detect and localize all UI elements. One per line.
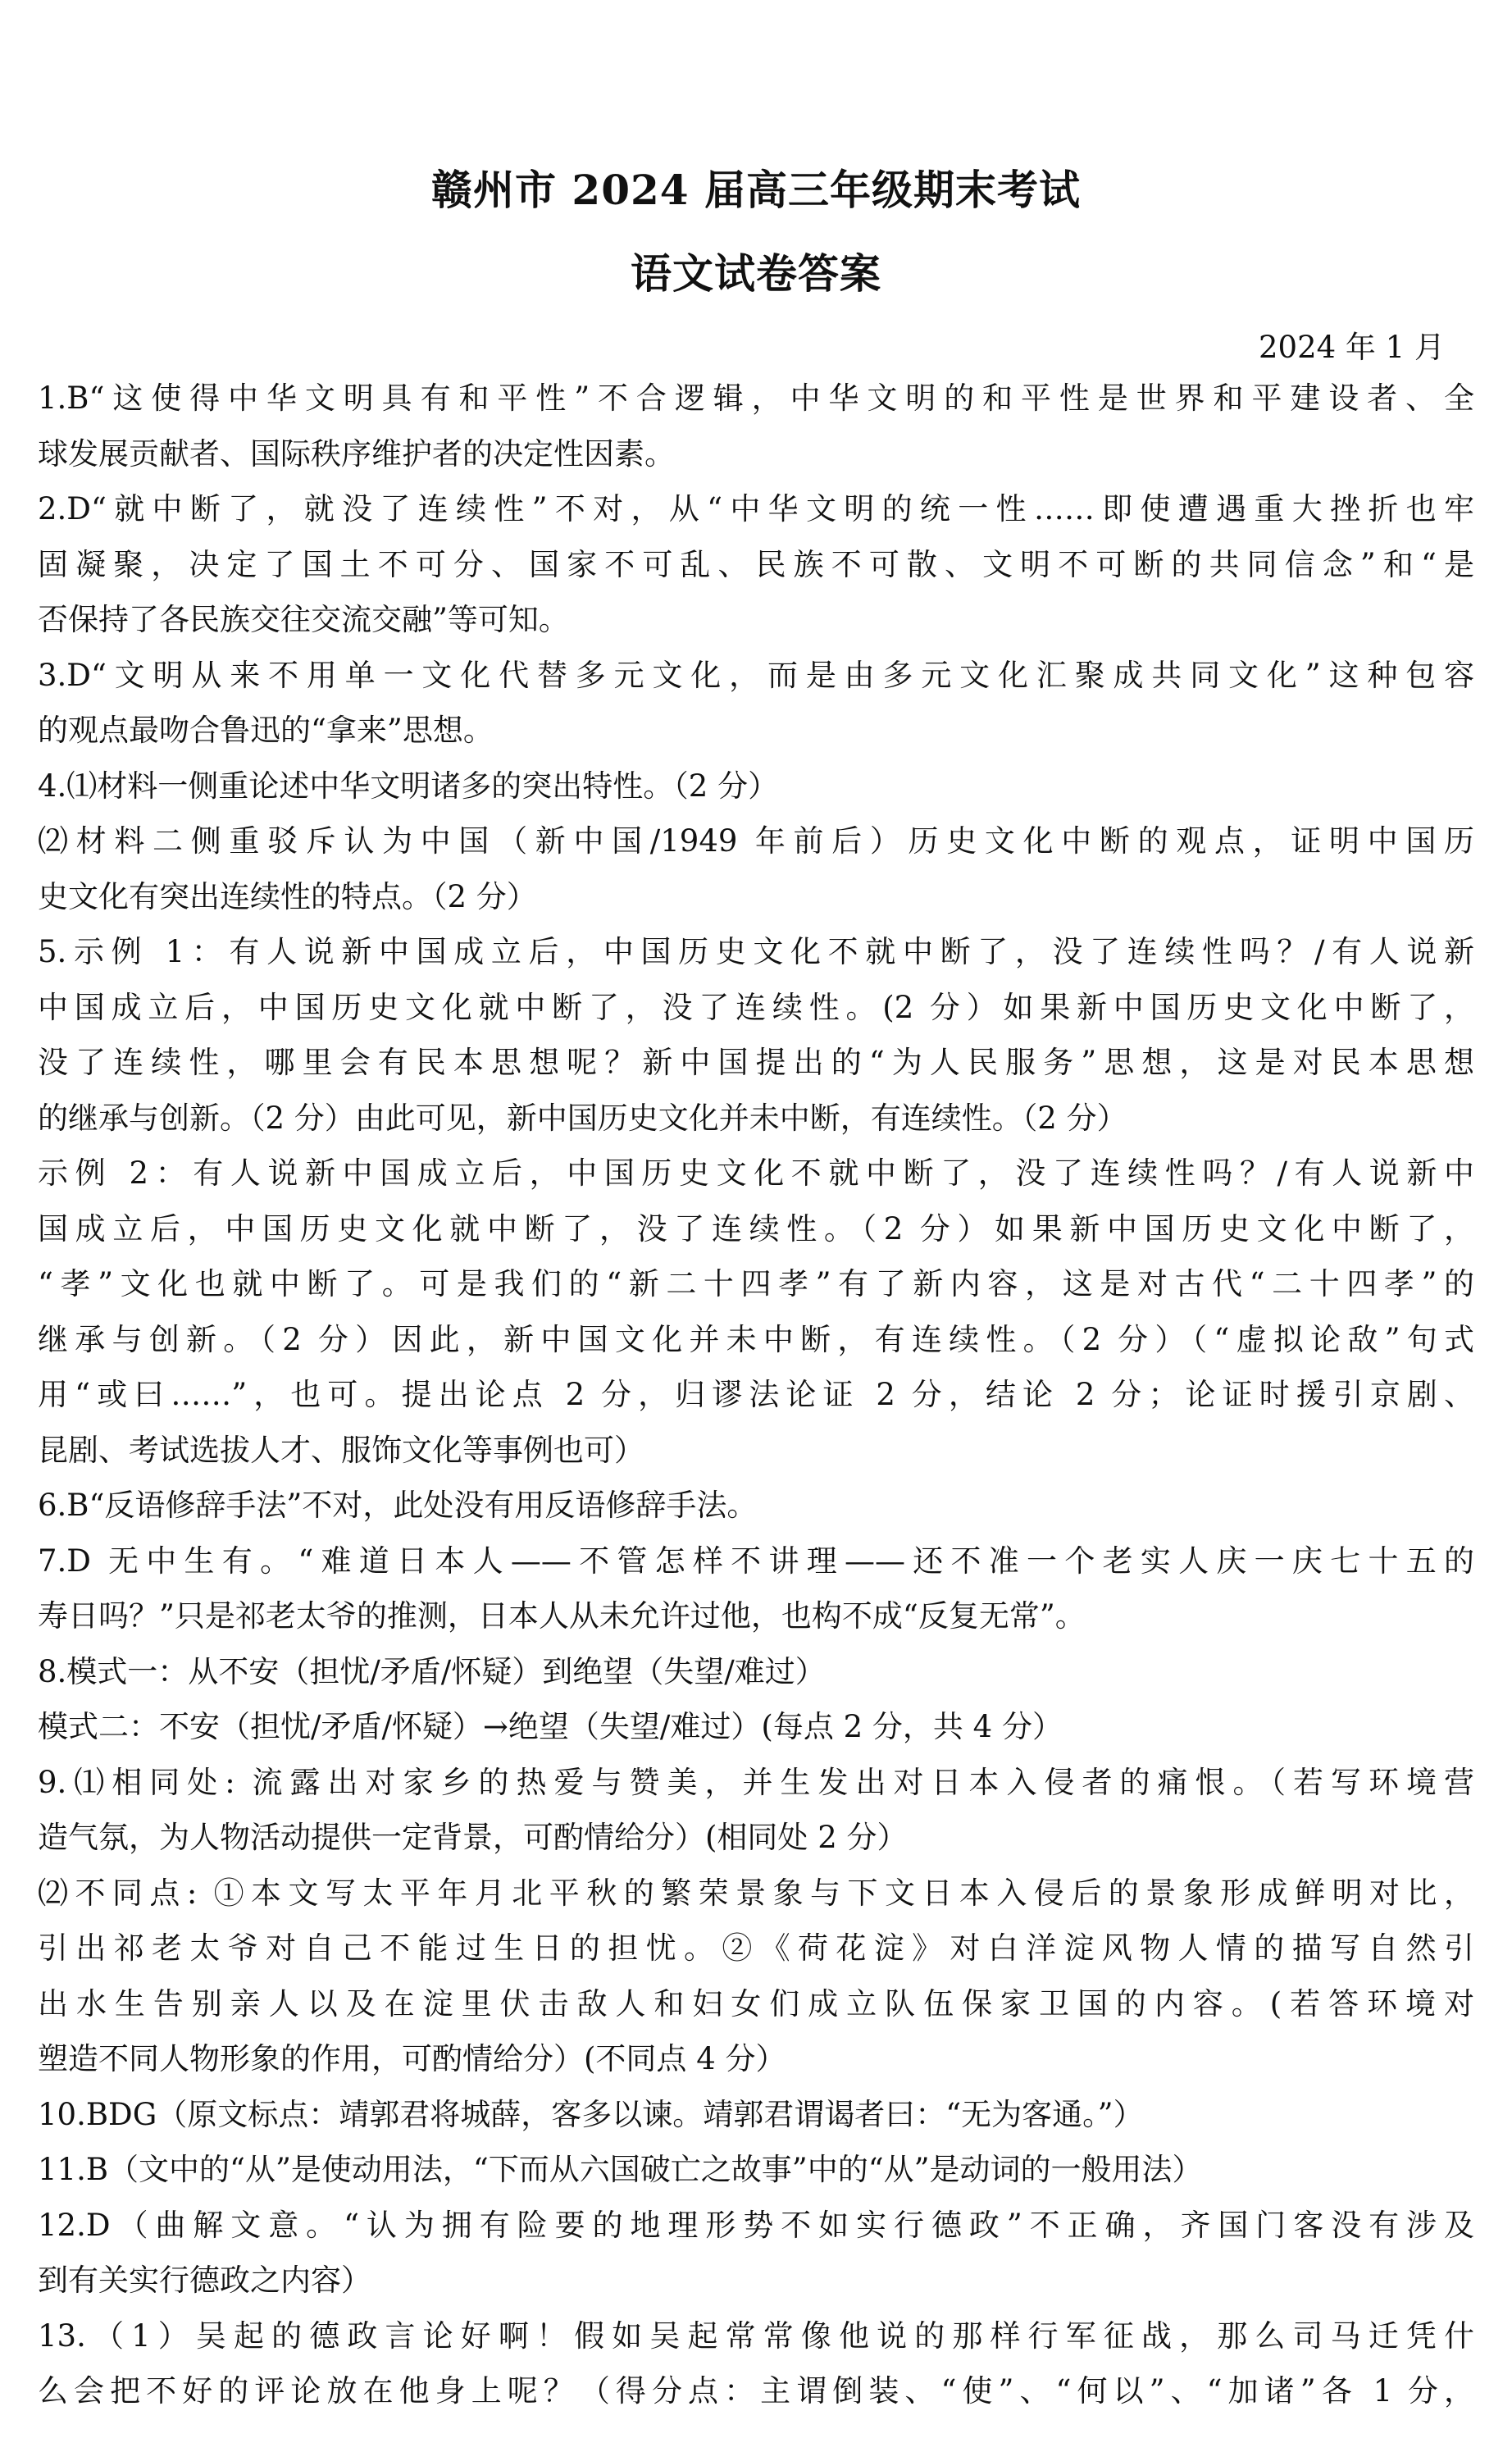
answer-line: 么会把不好的评论放在他身上呢？（得分点：主谓倒装、“使”、“何以”、“加诸”各 1 分， bbox=[38, 2373, 1474, 2409]
answer-line: ⑵材料二侧重驳斥认为中国（新中国/1949 年前后）历史文化中断的观点，证明中国历 bbox=[38, 823, 1474, 859]
answer-line: 昆剧、考试选拔人才、服饰文化等事例也可） bbox=[38, 1432, 644, 1468]
answer-line: 13.（1）吴起的德政言论好啊！假如吴起常常像他说的那样行军征战，那么司马迁凭什 bbox=[38, 2318, 1474, 2354]
answer-line: 固凝聚，决定了国土不可分、国家不可乱、民族不可散、文明不可断的共同信念”和“是 bbox=[38, 546, 1474, 582]
answer-line: 寿日吗？”只是祁老太爷的推测，日本人从未允许过他，也构不成“反复无常”。 bbox=[38, 1598, 1086, 1634]
answer-line: 否保持了各民族交往交流交融”等可知。 bbox=[38, 602, 569, 637]
answer-line: 到有关实行德政之内容） bbox=[38, 2263, 371, 2298]
answer-line: 球发展贡献者、国际秩序维护者的决定性因素。 bbox=[38, 435, 675, 472]
answer-line: 4.⑴材料一侧重论述中华文明诸多的突出特性。（2 分） bbox=[38, 768, 779, 804]
answer-line: 中国成立后，中国历史文化就中断了，没了连续性。(2 分）如果新中国历史文化中断了， bbox=[38, 989, 1474, 1025]
answer-line: 示例 2：有人说新中国成立后，中国历史文化不就中断了，没了连续性吗？/有人说新中 bbox=[38, 1155, 1474, 1191]
answer-line: 2.D“就中断了，就没了连续性”不对，从“中华文明的统一性……即使遭遇重大挫折也牢 bbox=[38, 491, 1474, 526]
answer-line: 1.B“这使得中华文明具有和平性”不合逻辑，中华文明的和平性是世界和平建设者、全 bbox=[38, 381, 1474, 416]
answer-line: 10.BDG（原文标点：靖郭君将城薛，客多以谏。靖郭君谓谒者曰：“无为客通。”） bbox=[38, 2096, 1144, 2132]
answer-line: 用“或曰……”，也可。提出论点 2 分，归谬法论证 2 分，结论 2 分；论证时援引京剧、 bbox=[38, 1377, 1474, 1412]
exam-title: 赣州市 2024 届高三年级期末考试 bbox=[431, 166, 1081, 214]
answer-body bbox=[38, 371, 1474, 2419]
answer-line: 12.D（曲解文意。“认为拥有险要的地理形势不如实行德政”不正确，齐国门客没有涉及 bbox=[38, 2207, 1474, 2243]
answer-line: ⑵不同点: ①本文写太平年月北平秋的繁荣景象与下文日本入侵后的景象形成鲜明对比， bbox=[38, 1875, 1474, 1911]
answer-line: 6.B“反语修辞手法”不对，此处没有用反语修辞手法。 bbox=[38, 1488, 758, 1523]
answer-sheet-page bbox=[38, 164, 1474, 2419]
answer-line: 国成立后，中国历史文化就中断了，没了连续性。（2 分）如果新中国历史文化中断了， bbox=[38, 1210, 1474, 1247]
answer-line: 没了连续性，哪里会有民本思想呢？新中国提出的“为人民服务”思想，这是对民本思想 bbox=[38, 1045, 1474, 1080]
answer-line: 塑造不同人物形象的作用，可酌情给分）(不同点 4 分） bbox=[38, 2041, 786, 2076]
answer-line: 11.B（文中的“从”是使动用法，“下而从六国破亡之故事”中的“从”是动词的一般用法） bbox=[38, 2152, 1203, 2187]
answer-line: 模式二：不安（担忧/矛盾/怀疑）→绝望（失望/难过）(每点 2 分，共 4 分） bbox=[38, 1709, 1063, 1744]
answer-line: 的观点最吻合鲁迅的“拿来”思想。 bbox=[38, 713, 494, 748]
answer-line: 8.模式一：从不安（担忧/矛盾/怀疑）到绝望（失望/难过） bbox=[38, 1653, 826, 1689]
answer-line: 9.⑴相同处: 流露出对家乡的热爱与赞美，并生发出对日本入侵者的痛恨。（若写环境营 bbox=[38, 1764, 1474, 1800]
exam-date: 2024 年 1 月 bbox=[1259, 330, 1445, 365]
answer-line: 引出祁老太爷对自己不能过生日的担忧。②《荷花淀》对白洋淀风物人情的描写自然引 bbox=[38, 1930, 1474, 1966]
answer-line: “孝”文化也就中断了。可是我们的“新二十四孝”有了新内容，这是对古代“二十四孝”的 bbox=[38, 1266, 1474, 1301]
answer-line: 继承与创新。（2 分）因此，新中国文化并未中断，有连续性。（2 分）（“虚拟论敌”句式 bbox=[38, 1321, 1474, 1357]
answer-line: 出水生告别亲人以及在淀里伏击敌人和妇女们成立队伍保家卫国的内容。(若答环境对 bbox=[38, 1985, 1474, 2021]
answer-line: 史文化有突出连续性的特点。（2 分） bbox=[38, 878, 537, 914]
answer-line: 的继承与创新。（2 分）由此可见，新中国历史文化并未中断，有连续性。（2 分） bbox=[38, 1100, 1127, 1136]
answer-line: 造气氛，为人物活动提供一定背景，可酌情给分）(相同处 2 分） bbox=[38, 1820, 908, 1855]
answer-line: 7.D 无中生有。“难道日本人——不管怎样不讲理——还不准一个老实人庆一庆七十五的 bbox=[38, 1543, 1474, 1579]
exam-subtitle: 语文试卷答案 bbox=[631, 249, 881, 298]
answer-line: 3.D“文明从来不用单一文化代替多元文化，而是由多元文化汇聚成共同文化”这种包容 bbox=[38, 657, 1474, 693]
answer-line: 5.示例 1：有人说新中国成立后，中国历史文化不就中断了，没了连续性吗？/有人说新 bbox=[38, 934, 1474, 969]
